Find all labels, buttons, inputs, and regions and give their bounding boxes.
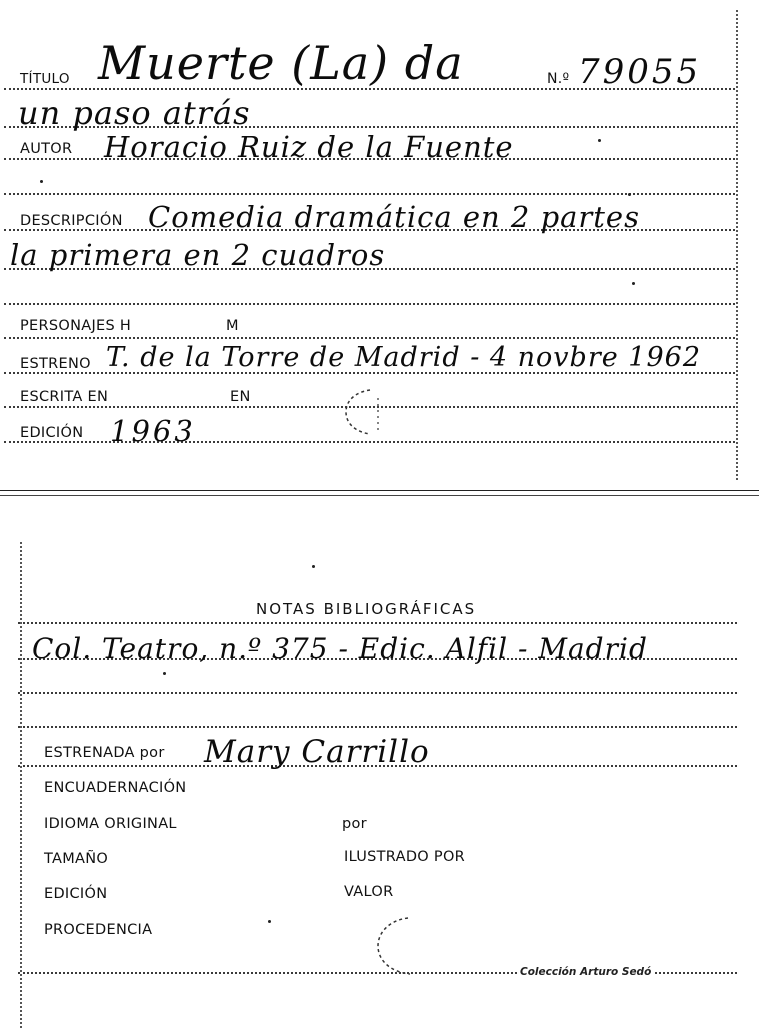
punch-hole-mark — [368, 914, 428, 978]
stray-mark — [268, 920, 271, 923]
line-blank-2 — [4, 303, 735, 305]
personajes-m-label: M — [226, 318, 239, 334]
notas-heading: NOTAS BIBLIOGRÁFICAS — [256, 600, 477, 618]
stray-mark — [628, 193, 631, 196]
titulo-value: Muerte (La) da — [98, 36, 464, 90]
catalog-card-back — [0, 538, 759, 1028]
catalog-card-front — [0, 0, 759, 480]
personajes-label: PERSONAJES H — [20, 318, 132, 334]
autor-label: AUTOR — [20, 141, 73, 157]
edicion-label-back: EDICIÓN — [44, 886, 108, 902]
procedencia-label: PROCEDENCIA — [44, 922, 153, 938]
card-right-edge — [736, 10, 738, 480]
stray-mark — [40, 180, 43, 183]
valor-label: VALOR — [344, 884, 394, 900]
line-notas-2 — [18, 692, 737, 694]
line-personajes — [4, 337, 735, 339]
idioma-label: IDIOMA ORIGINAL — [44, 816, 177, 832]
card-left-edge — [20, 542, 22, 1028]
estrenada-value: Mary Carrillo — [204, 734, 430, 770]
line-notas — [18, 622, 737, 624]
ilustrado-label: ILUSTRADO POR — [344, 849, 466, 865]
stray-mark — [163, 672, 166, 675]
en-label: EN — [230, 389, 251, 405]
numero-value: 79055 — [578, 52, 702, 92]
numero-label: N.º — [547, 71, 570, 87]
estreno-label: ESTRENO — [20, 356, 91, 372]
encuadernacion-label: ENCUADERNACIÓN — [44, 780, 187, 796]
descripcion-value: Comedia dramática en 2 partes — [148, 200, 640, 234]
punch-hole-mark — [326, 388, 386, 440]
estreno-value: T. de la Torre de Madrid - 4 novbre 1962 — [106, 342, 702, 373]
titulo-value-cont: un paso atrás — [18, 94, 251, 132]
por-label: por — [342, 816, 367, 832]
card-separator — [0, 495, 759, 496]
stray-mark — [598, 139, 601, 142]
edicion-value: 1963 — [110, 414, 196, 448]
coleccion-stamp: Colección Arturo Sedó — [520, 966, 652, 978]
escrita-en-label: ESCRITA EN — [20, 389, 109, 405]
line-blank-1 — [4, 193, 735, 195]
notas-value: Col. Teatro, n.º 375 - Edic. Alfil - Madrid — [32, 632, 648, 665]
descripcion-label: DESCRIPCIÓN — [20, 213, 123, 229]
autor-value: Horacio Ruiz de la Fuente — [104, 130, 514, 164]
stray-mark — [632, 282, 635, 285]
tamano-label: TAMAÑO — [44, 851, 109, 867]
descripcion-value-cont: la primera en 2 cuadros — [10, 238, 386, 272]
card-separator — [0, 490, 759, 491]
titulo-label: TÍTULO — [20, 71, 70, 87]
stray-mark — [312, 565, 315, 568]
line-notas-3 — [18, 726, 737, 728]
edicion-label: EDICIÓN — [20, 425, 84, 441]
estrenada-label: ESTRENADA por — [44, 745, 165, 761]
